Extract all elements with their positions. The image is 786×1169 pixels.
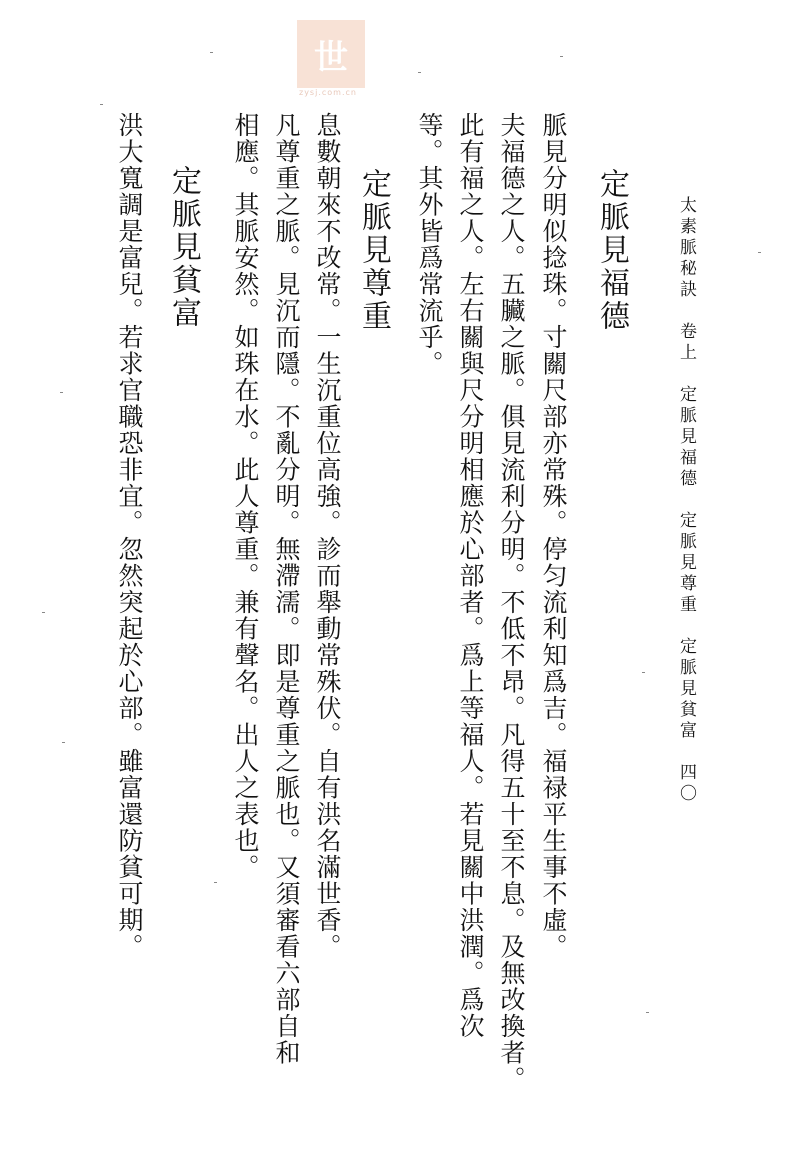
scan-speck <box>646 1012 649 1013</box>
text-line: 相應。其脈安然。如珠在水。此人尊重。兼有聲名。出人之表也。 <box>231 112 260 881</box>
scan-speck <box>42 612 45 613</box>
watermark-url: zysj.com.cn <box>299 88 357 97</box>
scan-speck <box>210 52 213 53</box>
scan-speck <box>560 56 563 57</box>
scan-speck <box>60 392 63 393</box>
section-title-fude: 定脈見福德 <box>594 168 629 333</box>
scan-speck <box>758 252 761 253</box>
text-line: 等。其外皆爲常流乎。 <box>415 112 444 377</box>
text-line: 凡尊重之脈。見沉而隱。不亂分明。無滯濡。即是尊重之脈也。又須審看六部自和 <box>272 112 301 1066</box>
section-title-pinfu: 定脈見貧富 <box>166 165 201 330</box>
running-header: 太素脈秘訣 卷上 定脈見福德 定脈見尊重 定脈見貧富 四〇 <box>676 196 696 805</box>
text-line: 此有福之人。左右關與尺分明相應於心部者。爲上等福人。若見關中洪潤。爲次 <box>456 112 485 1040</box>
watermark-logo <box>297 20 365 88</box>
text-line: 洪大寬調是富兒。若求官職恐非宜。忽然突起於心部。雖富還防貧可期。 <box>115 112 144 960</box>
scan-speck <box>214 882 217 883</box>
watermark-glyph: 世 <box>314 37 348 78</box>
scan-speck <box>418 72 421 73</box>
scan-speck <box>642 672 645 673</box>
text-line: 夫福德之人。五臟之脈。俱見流利分明。不低不昂。凡得五十至不息。及無改換者。 <box>497 112 526 1093</box>
section-title-zunzhong: 定脈見尊重 <box>356 168 391 333</box>
scan-speck <box>100 104 103 105</box>
scan-speck <box>62 742 65 743</box>
text-line: 息數朝來不改常。一生沉重位高強。診而舉動常殊伏。自有洪名滿世香。 <box>313 112 342 960</box>
text-line: 脈見分明似捻珠。寸關尺部亦常殊。停匀流利知爲吉。福禄平生事不虛。 <box>539 112 568 960</box>
